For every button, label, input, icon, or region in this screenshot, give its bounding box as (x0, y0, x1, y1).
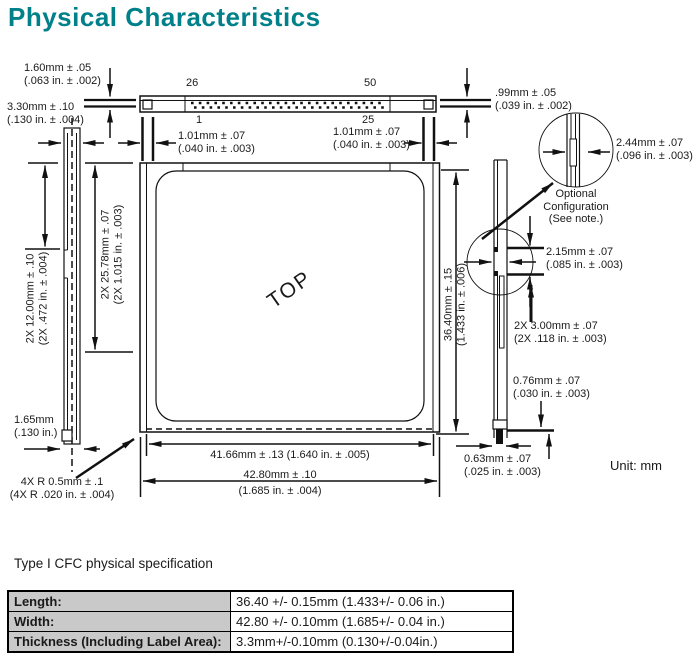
thickness-gauge-right (440, 68, 491, 138)
dim-label-rail-length-upper: 2X 12.00mm ± .10 (2X .472 in. ± .004) (24, 251, 49, 346)
dim-label-groove-depth: 2X 3.00mm ± .07 (2X .118 in. ± .003) (514, 320, 607, 345)
corner-radius-leader (76, 439, 134, 478)
pin-number-25: 25 (362, 114, 375, 126)
row-value-length: 36.40 +/- 0.15mm (1.433+/- 0.06 in.) (231, 591, 514, 612)
row-label-thickness: Thickness (Including Label Area): (8, 632, 231, 653)
optional-config-note: Optional Configuration (See note.) (543, 188, 609, 225)
connector-edge-view (140, 96, 436, 112)
dim-label-notch-width: 2.15mm ± .07 (.085 in. ± .003) (546, 246, 623, 271)
page-title: Physical Characteristics (8, 2, 321, 32)
dim-label-rail-thickness: 0.76mm ± .07 (.030 in. ± .003) (513, 375, 590, 400)
pin-number-26: 26 (186, 77, 199, 89)
pin-number-50: 50 (364, 77, 377, 89)
pin-number-1: 1 (196, 114, 203, 126)
dim-label-groove-width: 2.44mm ± .07 (.096 in. ± .003) (616, 137, 693, 162)
row-value-thickness: 3.3mm+/-0.10mm (0.130+/-0.04in.) (231, 632, 514, 653)
dim-label-card-length: 36.40mm ± .15 (1.433 in. ± .006) (442, 262, 467, 347)
table-caption: Type I CFC physical specification (14, 556, 213, 571)
card-top-marking: TOP (263, 266, 317, 314)
dim-rail-thickness (507, 401, 554, 459)
dim-label-overall-width: 42.80mm ± .10 (1.685 in. ± .004) (238, 469, 322, 497)
dim-label-half-thickness: 1.65mm (.130 in.) (14, 414, 58, 439)
side-view-right (493, 160, 507, 444)
unit-note: Unit: mm (610, 458, 662, 473)
dim-pin-offset-right (404, 117, 457, 161)
table-row-length (8, 591, 513, 612)
dim-label-rail-foot-width: 0.63mm ± .07 (.025 in. ± .003) (464, 453, 541, 478)
dim-label-rail-length: 2X 25.78mm ± .07 (2X 1.015 in. ± .003) (99, 204, 124, 305)
spec-table (7, 590, 514, 653)
table-row-width (8, 612, 513, 632)
dim-label-lip-thickness-left: 1.60mm ± .05 (.063 in. ± .002) (24, 62, 101, 87)
dim-label-corner-radius: 4X R 0.5mm ± .1 (4X R .020 in. ± .004) (9, 476, 115, 501)
dim-label-pin-offset-right: 1.01mm ± .07 (.040 in. ± .003) (333, 126, 410, 151)
table-row-thickness (8, 632, 513, 653)
dim-label-lip-thickness-right: .99mm ± .05 (.039 in. ± .002) (495, 87, 572, 112)
detail-circle-connector (539, 113, 613, 187)
dim-pin-offset-left (118, 117, 176, 161)
row-label-width: Width: (8, 612, 231, 632)
dim-rail-length-upper (25, 163, 60, 249)
dim-label-pin-offset-left: 1.01mm ± .07 (.040 in. ± .003) (178, 130, 255, 155)
dim-label-overall-thickness: 3.30mm ± .10 (.130 in. ± .004) (7, 101, 84, 126)
row-label-length: Length: (8, 591, 231, 612)
row-value-width: 42.80 +/- 0.10mm (1.685+/- 0.04 in.) (231, 612, 514, 632)
dim-label-body-width: 41.66mm ± .13 (1.640 in. ± .005) (210, 449, 370, 461)
